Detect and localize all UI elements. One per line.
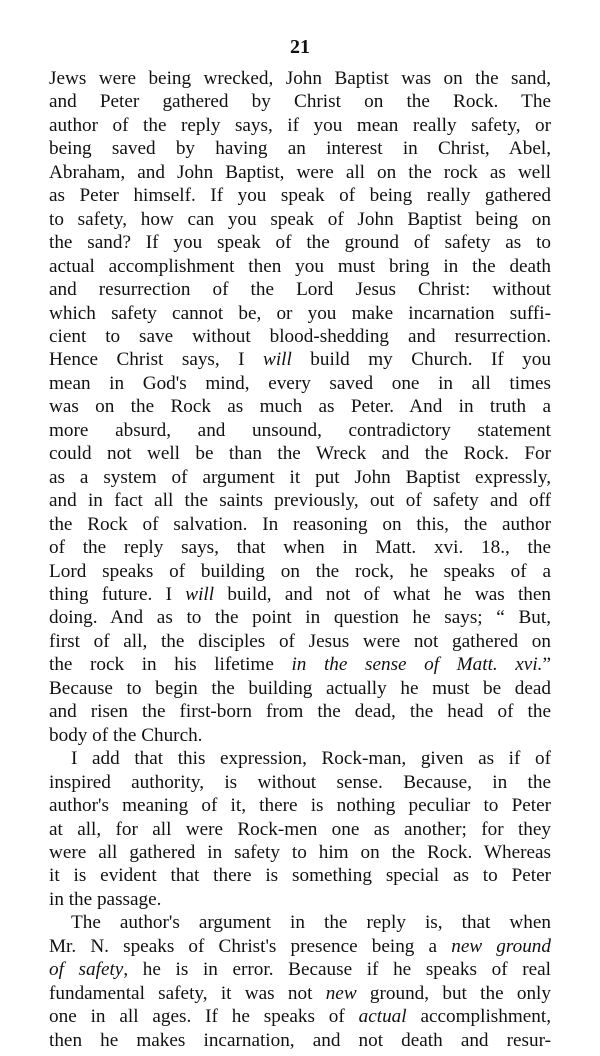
text-line bbox=[49, 255, 551, 278]
text-segment: were all gathered in safety to him on the Rock. Whereas bbox=[49, 841, 551, 863]
text-line bbox=[49, 888, 551, 911]
text-line bbox=[49, 982, 551, 1005]
text-segment: actual accomplishment then you must bring in the death bbox=[49, 255, 551, 277]
text-segment: build my Church. If you bbox=[291, 349, 551, 371]
text-line bbox=[49, 1005, 551, 1028]
text-line bbox=[49, 278, 551, 301]
text-segment: mean in God's mind, every saved one in all times bbox=[49, 372, 551, 394]
text-segment: and resurrection of the Lord Jesus Christ: without bbox=[49, 279, 551, 301]
text-segment: ground, but the only bbox=[356, 982, 551, 1004]
text-segment: The author's argument in the reply is, that when bbox=[71, 912, 551, 934]
text-segment: Lord speaks of building on the rock, he speaks of a bbox=[49, 560, 551, 582]
text-line bbox=[49, 489, 551, 512]
text-segment: it is evident that there is something special as to Peter bbox=[49, 865, 551, 887]
text-line bbox=[49, 794, 551, 817]
text-segment: Abraham, and John Baptist, were all on the rock as well bbox=[49, 161, 551, 183]
text-segment: of the reply says, that when in Matt. xvi. 18., the bbox=[49, 537, 551, 559]
text-segment: inspired authority, is without sense. Because, in the bbox=[49, 771, 551, 793]
text-segment: thing future. I bbox=[49, 583, 186, 605]
text-segment: was on the Rock as much as Peter. And in truth a bbox=[49, 396, 551, 418]
text-segment: as Peter himself. If you speak of being really gathered bbox=[49, 185, 551, 207]
text-segment: to safety, how can you speak of John Baptist being on bbox=[49, 208, 551, 230]
text-line bbox=[49, 771, 551, 794]
text-line bbox=[49, 442, 551, 465]
text-line bbox=[49, 513, 551, 536]
text-line bbox=[49, 231, 551, 254]
text-segment: Because to begin the building actually he must be dead bbox=[49, 677, 551, 699]
text-segment: , he is in error. Because if he speaks of real bbox=[123, 959, 551, 981]
text-segment: the rock in his lifetime bbox=[49, 654, 292, 676]
text-segment: Jews were being wrecked, John Baptist was on the sand, bbox=[49, 68, 551, 89]
text-segment: accomplishment, bbox=[406, 1006, 551, 1028]
italic-text: new bbox=[325, 982, 357, 1004]
text-line bbox=[49, 325, 551, 348]
text-line bbox=[49, 958, 551, 981]
italic-text: in the sense of Matt. xvi. bbox=[291, 654, 543, 676]
italic-text: actual bbox=[358, 1006, 407, 1028]
text-segment: one in all ages. If he speaks of bbox=[49, 1006, 359, 1028]
text-line bbox=[49, 395, 551, 418]
text-segment: author's meaning of it, there is nothing peculiar to Peter bbox=[49, 795, 551, 817]
text-line bbox=[49, 724, 551, 747]
text-line bbox=[49, 911, 551, 934]
text-line bbox=[49, 90, 551, 113]
text-segment: and in fact all the saints previously, out of safety and off bbox=[49, 490, 551, 512]
text-segment: and risen the first-born from the dead, the head of the bbox=[49, 701, 551, 723]
text-line bbox=[49, 841, 551, 864]
text-segment: and Peter gathered by Christ on the Rock. The bbox=[49, 91, 551, 113]
text-segment: in the passage. bbox=[49, 888, 162, 910]
text-line bbox=[49, 137, 551, 160]
text-line bbox=[49, 372, 551, 395]
text-line bbox=[49, 747, 551, 770]
text-line bbox=[49, 630, 551, 653]
text-segment: Mr. N. speaks of Christ's presence being a bbox=[49, 935, 452, 957]
text-line bbox=[49, 1029, 551, 1052]
text-segment: which safety cannot be, or you make incarnation suffi- bbox=[49, 302, 551, 324]
page-number: 21 bbox=[290, 36, 310, 58]
text-line bbox=[49, 466, 551, 489]
text-line bbox=[49, 560, 551, 583]
text-segment: author of the reply says, if you mean really safety, or bbox=[49, 114, 551, 136]
text-line bbox=[49, 348, 551, 371]
text-segment: more absurd, and unsound, contradictory statement bbox=[49, 419, 551, 441]
text-line bbox=[49, 606, 551, 629]
text-line bbox=[49, 536, 551, 559]
text-segment: fundamental safety, it was not bbox=[49, 982, 326, 1004]
text-line bbox=[49, 700, 551, 723]
italic-text: new ground bbox=[451, 935, 551, 957]
text-line bbox=[49, 653, 551, 676]
text-line bbox=[49, 419, 551, 442]
text-line bbox=[49, 677, 551, 700]
text-segment: I add that this expression, Rock-man, given as if of bbox=[71, 748, 551, 770]
text-line bbox=[49, 67, 551, 90]
text-segment: Hence Christ says, I bbox=[49, 349, 264, 371]
text-segment: as a system of argument it put John Baptist expressly, bbox=[49, 466, 551, 488]
text-line bbox=[49, 184, 551, 207]
text-line bbox=[49, 583, 551, 606]
text-segment: being saved by having an interest in Christ, Abel, bbox=[49, 138, 551, 160]
italic-text: of safety bbox=[49, 959, 124, 981]
text-line bbox=[49, 208, 551, 231]
text-line bbox=[49, 114, 551, 137]
text-line bbox=[49, 302, 551, 325]
text-line bbox=[49, 864, 551, 887]
text-segment: cient to save without blood-shedding and resurrection. bbox=[49, 325, 551, 347]
text-segment: at all, for all were Rock-men one as another; for they bbox=[49, 818, 551, 840]
body-text bbox=[49, 67, 551, 1052]
text-segment: the sand? If you speak of the ground of safety as to bbox=[49, 232, 551, 254]
text-segment: could not well be than the Wreck and the Rock. For bbox=[49, 443, 551, 465]
text-segment: first of all, the disciples of Jesus were not gathered on bbox=[49, 630, 551, 652]
italic-text: will bbox=[185, 583, 215, 605]
text-segment: doing. And as to the point in question he says; “ But, bbox=[49, 607, 551, 629]
text-segment: ” bbox=[542, 654, 551, 676]
text-segment: build, and not of what he was then bbox=[214, 583, 551, 605]
text-line bbox=[49, 935, 551, 958]
text-segment: the Rock of salvation. In reasoning on this, the author bbox=[49, 513, 551, 535]
italic-text: will bbox=[263, 349, 292, 371]
text-line bbox=[49, 818, 551, 841]
text-line bbox=[49, 161, 551, 184]
text-segment: then he makes incarnation, and not death and resur- bbox=[49, 1029, 551, 1051]
text-segment: body of the Church. bbox=[49, 724, 203, 746]
